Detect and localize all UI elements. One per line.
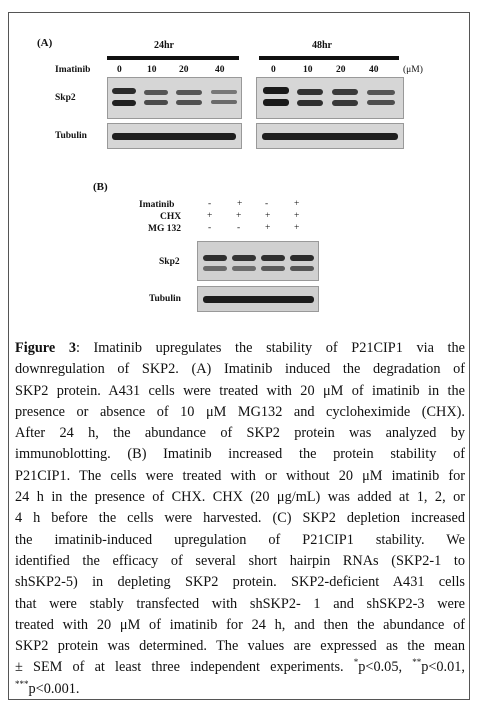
caption-line: SKP2 protein was determined. The values are expressed as the mean	[15, 638, 465, 655]
caption-line: downregulation of SKP2. (A) Imatinib induced the degradation of	[15, 361, 465, 378]
sign-chx: +	[265, 211, 271, 221]
panel-b-label: (B)	[93, 181, 108, 193]
dose-label: 20	[179, 65, 189, 75]
panel-b-mg132-label: MG 132	[148, 224, 181, 234]
sign-mg132: +	[265, 223, 271, 233]
caption-line: shSKP2-5) in depleting SKP2 protein. SKP2-deficient A431 cells	[15, 574, 465, 591]
figure-caption	[15, 338, 465, 700]
dose-label: 10	[303, 65, 313, 75]
sign-imatinib: -	[208, 199, 212, 209]
panel-a-imatinib-label: Imatinib	[55, 65, 91, 75]
dose-label: 20	[336, 65, 346, 75]
sign-chx: +	[294, 211, 300, 221]
dose-label: 0	[117, 65, 122, 75]
sign-mg132: -	[208, 223, 212, 233]
sign-mg132: +	[294, 223, 300, 233]
sign-chx: +	[236, 211, 242, 221]
skp2-blot-48hr	[256, 77, 404, 119]
figure-image	[9, 13, 471, 331]
caption-line: that were stably transfected with shSKP2- 1 and shSKP2-3 were	[15, 595, 465, 612]
caption-line: presence or absence of 10 μM MG132 and cycloheximide (CHX).	[15, 403, 465, 420]
panel-b-tubulin-blot	[197, 286, 319, 312]
skp2-blot-24hr	[107, 77, 242, 119]
caption-line: 24 h in the presence of CHX. CHX (20 μg/mL) was added at 1, 2, or	[15, 489, 465, 506]
caption-line: identified the efficacy of several short hairpin RNAs (SKP2-1 to	[15, 552, 465, 569]
dose-label: 0	[271, 65, 276, 75]
time-48hr-label: 48hr	[312, 40, 332, 51]
caption-line: the imatinib-induced upregulation of P21CIP1 stability. We	[15, 531, 465, 548]
sign-chx: +	[207, 211, 213, 221]
panel-b-skp2-blot	[197, 241, 319, 281]
caption-line: immunoblotting. (B) Imatinib increased the protein stability of	[15, 446, 465, 463]
panel-b-chx-label: CHX	[160, 212, 182, 222]
tubulin-blot-48hr	[256, 123, 404, 149]
sign-imatinib: +	[237, 199, 243, 209]
header-bar-48hr	[259, 56, 399, 60]
caption-line: treated with 20 μM of imatinib for 24 h, and then the abundance of	[15, 616, 465, 633]
tubulin-blot-24hr	[107, 123, 242, 149]
dose-label: 40	[369, 65, 379, 75]
caption-line: P21CIP1. The cells were treated with or without 20 μM imatinib for	[15, 467, 465, 484]
caption-line: Figure 3: Imatinib upregulates the stability of P21CIP1 via the	[15, 340, 465, 356]
caption-line: ± SEM of at least three independent experiments. *p<0.05, **p<0.01,	[15, 657, 465, 676]
caption-line: After 24 h, the abundance of SKP2 protein was analyzed by	[15, 425, 465, 442]
caption-line: SKP2 protein. A431 cells were treated with 20 μM of imatinib in the	[15, 382, 465, 399]
figure-frame	[8, 12, 470, 700]
sign-imatinib: -	[265, 199, 269, 209]
figure-title: Figure 3	[15, 340, 76, 356]
caption-line: ***p<0.001.	[15, 678, 80, 697]
panel-b-imatinib-label: Imatinib	[139, 200, 175, 210]
panel-a-label: (A)	[37, 37, 53, 49]
dose-label: 40	[215, 65, 225, 75]
unit-label: (μM)	[403, 65, 423, 75]
caption-line: 4 h before the cells were harvested. (C) SKP2 depletion increased	[15, 510, 465, 527]
panel-a-tubulin-label: Tubulin	[55, 131, 87, 141]
panel-a-skp2-label: Skp2	[55, 93, 76, 103]
dose-label: 10	[147, 65, 157, 75]
panel-b-skp2-label: Skp2	[159, 257, 180, 267]
sign-imatinib: +	[294, 199, 300, 209]
sign-mg132: -	[237, 223, 241, 233]
panel-b-tubulin-label: Tubulin	[149, 294, 181, 304]
header-bar-24hr	[107, 56, 239, 60]
time-24hr-label: 24hr	[154, 40, 174, 51]
